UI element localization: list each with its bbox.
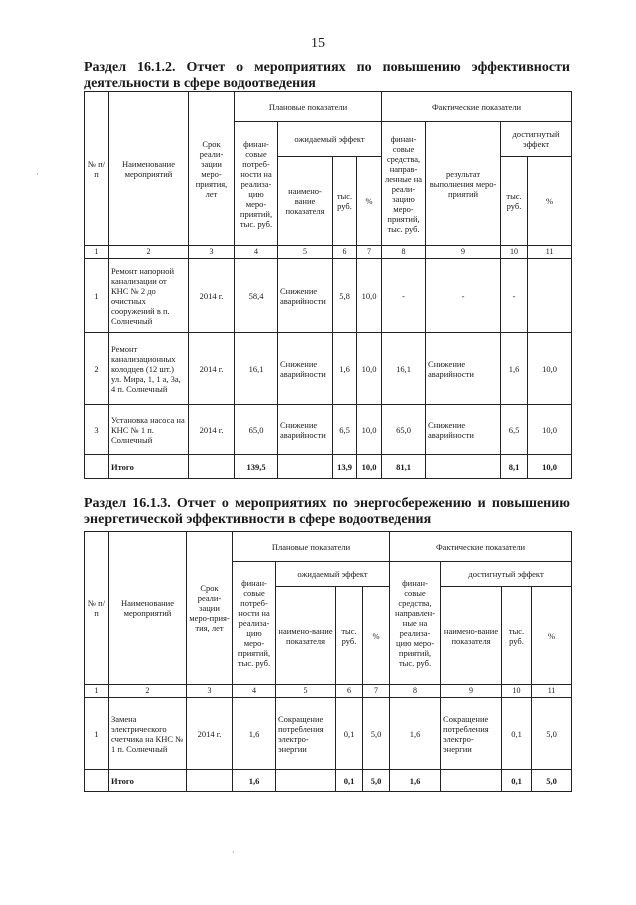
- row-ach-rub: 1,6: [501, 333, 528, 405]
- row-actual-fin: -: [382, 259, 426, 333]
- table-row: [85, 333, 572, 405]
- column-number: 9: [441, 685, 502, 698]
- row-fin: 65,0: [235, 405, 278, 455]
- row-ach-pct: 10,0: [528, 333, 572, 405]
- column-number: 5: [276, 685, 336, 698]
- column-numbers-row: [85, 246, 572, 259]
- row-effect-name: Снижение аварийности: [278, 333, 333, 405]
- column-number: 3: [189, 246, 235, 259]
- column-number: 2: [109, 685, 187, 698]
- column-numbers-row: [85, 685, 572, 698]
- column-number: 10: [501, 246, 528, 259]
- column-number: 6: [333, 246, 357, 259]
- row-term: 2014 г.: [187, 698, 233, 770]
- row-num: 1: [85, 259, 109, 333]
- scan-speck: ·: [36, 170, 39, 179]
- row-effect-pct: 10,0: [357, 333, 382, 405]
- row-ach-rub: -: [501, 259, 528, 333]
- header-planned: Плановые показатели: [235, 92, 382, 122]
- total-row: [85, 770, 572, 792]
- header-planned-fin: финан-совые потреб-ности на реализа-цию меро-приятий, тыс. руб.: [233, 562, 276, 685]
- page-number: 15: [311, 36, 325, 51]
- header-actual-fin: финан-совые средства, направлен-ные на реализа-цию меро-приятий, тыс. руб.: [390, 562, 441, 685]
- total-effect-rub: 13,9: [333, 455, 357, 479]
- total-ach-pct: 10,0: [528, 455, 572, 479]
- row-effect-rub: 5,8: [333, 259, 357, 333]
- row-result: Снижение аварийности: [426, 405, 501, 455]
- column-number: 1: [85, 246, 109, 259]
- row-ach-pct: [528, 259, 572, 333]
- scan-speck: ·: [232, 848, 235, 857]
- column-number: 5: [278, 246, 333, 259]
- row-result: Снижение аварийности: [426, 333, 501, 405]
- header-name: Наименование мероприятий: [109, 92, 189, 246]
- table-row: [85, 698, 572, 770]
- header-name: Наименование мероприятий: [109, 532, 187, 685]
- section-16-1-2-title: Раздел 16.1.2. Отчет о мероприятиях по повышению эффективности деятельности в сфере водоотведения: [84, 60, 570, 91]
- header-achieved-thous-rub: тыс. руб.: [502, 587, 532, 685]
- header-actual: Фактические показатели: [382, 92, 572, 122]
- column-number: 4: [235, 246, 278, 259]
- total-fin: 139,5: [235, 455, 278, 479]
- column-number: 10: [502, 685, 532, 698]
- total-actual-fin: 1,6: [390, 770, 441, 792]
- header-achieved-effect: достигнутый эффект: [441, 562, 572, 587]
- total-label: Итого: [109, 455, 189, 479]
- header-thous-rub: тыс. руб.: [333, 157, 357, 246]
- total-effect-rub: 0,1: [336, 770, 363, 792]
- table-row: [85, 405, 572, 455]
- header-thous-rub: тыс. руб.: [336, 587, 363, 685]
- column-number: 7: [357, 246, 382, 259]
- row-num: 1: [85, 698, 109, 770]
- header-achieved-name: наимено-вание показателя: [441, 587, 502, 685]
- header-percent: %: [357, 157, 382, 246]
- row-num: 3: [85, 405, 109, 455]
- column-number: 9: [426, 246, 501, 259]
- row-fin: 58,4: [235, 259, 278, 333]
- header-result: результат выполнения меро-приятий: [426, 122, 501, 246]
- header-indicator-name: наимено-вание показателя: [276, 587, 336, 685]
- row-ach-pct: 5,0: [532, 698, 572, 770]
- header-achieved-effect: достигнутый эффект: [501, 122, 572, 157]
- header-term: Срок реали-зации меро-прия-тия, лет: [187, 532, 233, 685]
- row-actual-fin: 65,0: [382, 405, 426, 455]
- column-number: 11: [528, 246, 572, 259]
- header-expected-effect: ожидаемый эффект: [276, 562, 390, 587]
- row-effect-pct: 10,0: [357, 405, 382, 455]
- header-num: № п/п: [85, 532, 109, 685]
- efficiency-measures-table: [84, 91, 572, 479]
- row-actual-fin: 1,6: [390, 698, 441, 770]
- column-number: 4: [233, 685, 276, 698]
- column-number: 1: [85, 685, 109, 698]
- row-term: 2014 г.: [189, 259, 235, 333]
- row-effect-rub: 1,6: [333, 333, 357, 405]
- row-actual-fin: 16,1: [382, 333, 426, 405]
- total-fin: 1,6: [233, 770, 276, 792]
- row-fin: 16,1: [235, 333, 278, 405]
- table-row: [85, 259, 572, 333]
- total-label: Итого: [109, 770, 187, 792]
- total-row: [85, 455, 572, 479]
- header-num: № п/п: [85, 92, 109, 246]
- column-number: 3: [187, 685, 233, 698]
- total-ach-rub: 0,1: [502, 770, 532, 792]
- total-effect-pct: 5,0: [363, 770, 390, 792]
- row-effect-name: Снижение аварийности: [278, 405, 333, 455]
- header-percent: %: [363, 587, 390, 685]
- total-actual-fin: 81,1: [382, 455, 426, 479]
- header-planned: Плановые показатели: [233, 532, 390, 562]
- row-name: Замена электрического счетчика на КНС № 1 п. Солнечный: [109, 698, 187, 770]
- row-ach-rub: 6,5: [501, 405, 528, 455]
- column-number: 8: [390, 685, 441, 698]
- header-indicator-name: наимено-вание показателя: [278, 157, 333, 246]
- total-ach-rub: 8,1: [501, 455, 528, 479]
- row-name: Установка насоса на КНС № 1 п. Солнечный: [109, 405, 189, 455]
- header-planned-fin: финан-совые потреб-ности на реализа-цию меро-приятий, тыс. руб.: [235, 122, 278, 246]
- total-ach-pct: 5,0: [532, 770, 572, 792]
- row-effect-pct: 10,0: [357, 259, 382, 333]
- column-number: 11: [532, 685, 572, 698]
- row-term: 2014 г.: [189, 405, 235, 455]
- row-name: Ремонт канализационных колодцев (12 шт.) ул. Мира, 1, 1 а, 3а, 4 п. Солнечный: [109, 333, 189, 405]
- header-achieved-thous-rub: тыс. руб.: [501, 157, 528, 246]
- row-fin: 1,6: [233, 698, 276, 770]
- row-ach-rub: 0,1: [502, 698, 532, 770]
- row-num: 2: [85, 333, 109, 405]
- row-name: Ремонт напорной канализации от КНС № 2 до очистных сооружений в п. Солнечный: [109, 259, 189, 333]
- column-number: 6: [336, 685, 363, 698]
- header-achieved-percent: %: [528, 157, 572, 246]
- row-effect-rub: 0,1: [336, 698, 363, 770]
- row-term: 2014 г.: [189, 333, 235, 405]
- column-number: 2: [109, 246, 189, 259]
- header-actual: Фактические показатели: [390, 532, 572, 562]
- header-achieved-percent: %: [532, 587, 572, 685]
- column-number: 8: [382, 246, 426, 259]
- header-term: Срок реали-зации меро-приятия, лет: [189, 92, 235, 246]
- row-effect-pct: 5,0: [363, 698, 390, 770]
- row-effect-name: Снижение аварийности: [278, 259, 333, 333]
- row-result: Сокращение потребления электро-энергии: [441, 698, 502, 770]
- header-actual-fin: финан-совые средства, направ-ленные на реали-зацию меро-приятий, тыс. руб.: [382, 122, 426, 246]
- row-result: -: [426, 259, 501, 333]
- row-ach-pct: 10,0: [528, 405, 572, 455]
- header-expected-effect: ожидаемый эффект: [278, 122, 382, 157]
- total-effect-pct: 10,0: [357, 455, 382, 479]
- column-number: 7: [363, 685, 390, 698]
- section-16-1-3-title: Раздел 16.1.3. Отчет о мероприятиях по энергосбережению и повышению энергетической эффективности в сфере водоотведения: [84, 496, 570, 527]
- energy-saving-measures-table: [84, 531, 572, 792]
- row-effect-rub: 6,5: [333, 405, 357, 455]
- row-effect-name: Сокращение потребления электро-энергии: [276, 698, 336, 770]
